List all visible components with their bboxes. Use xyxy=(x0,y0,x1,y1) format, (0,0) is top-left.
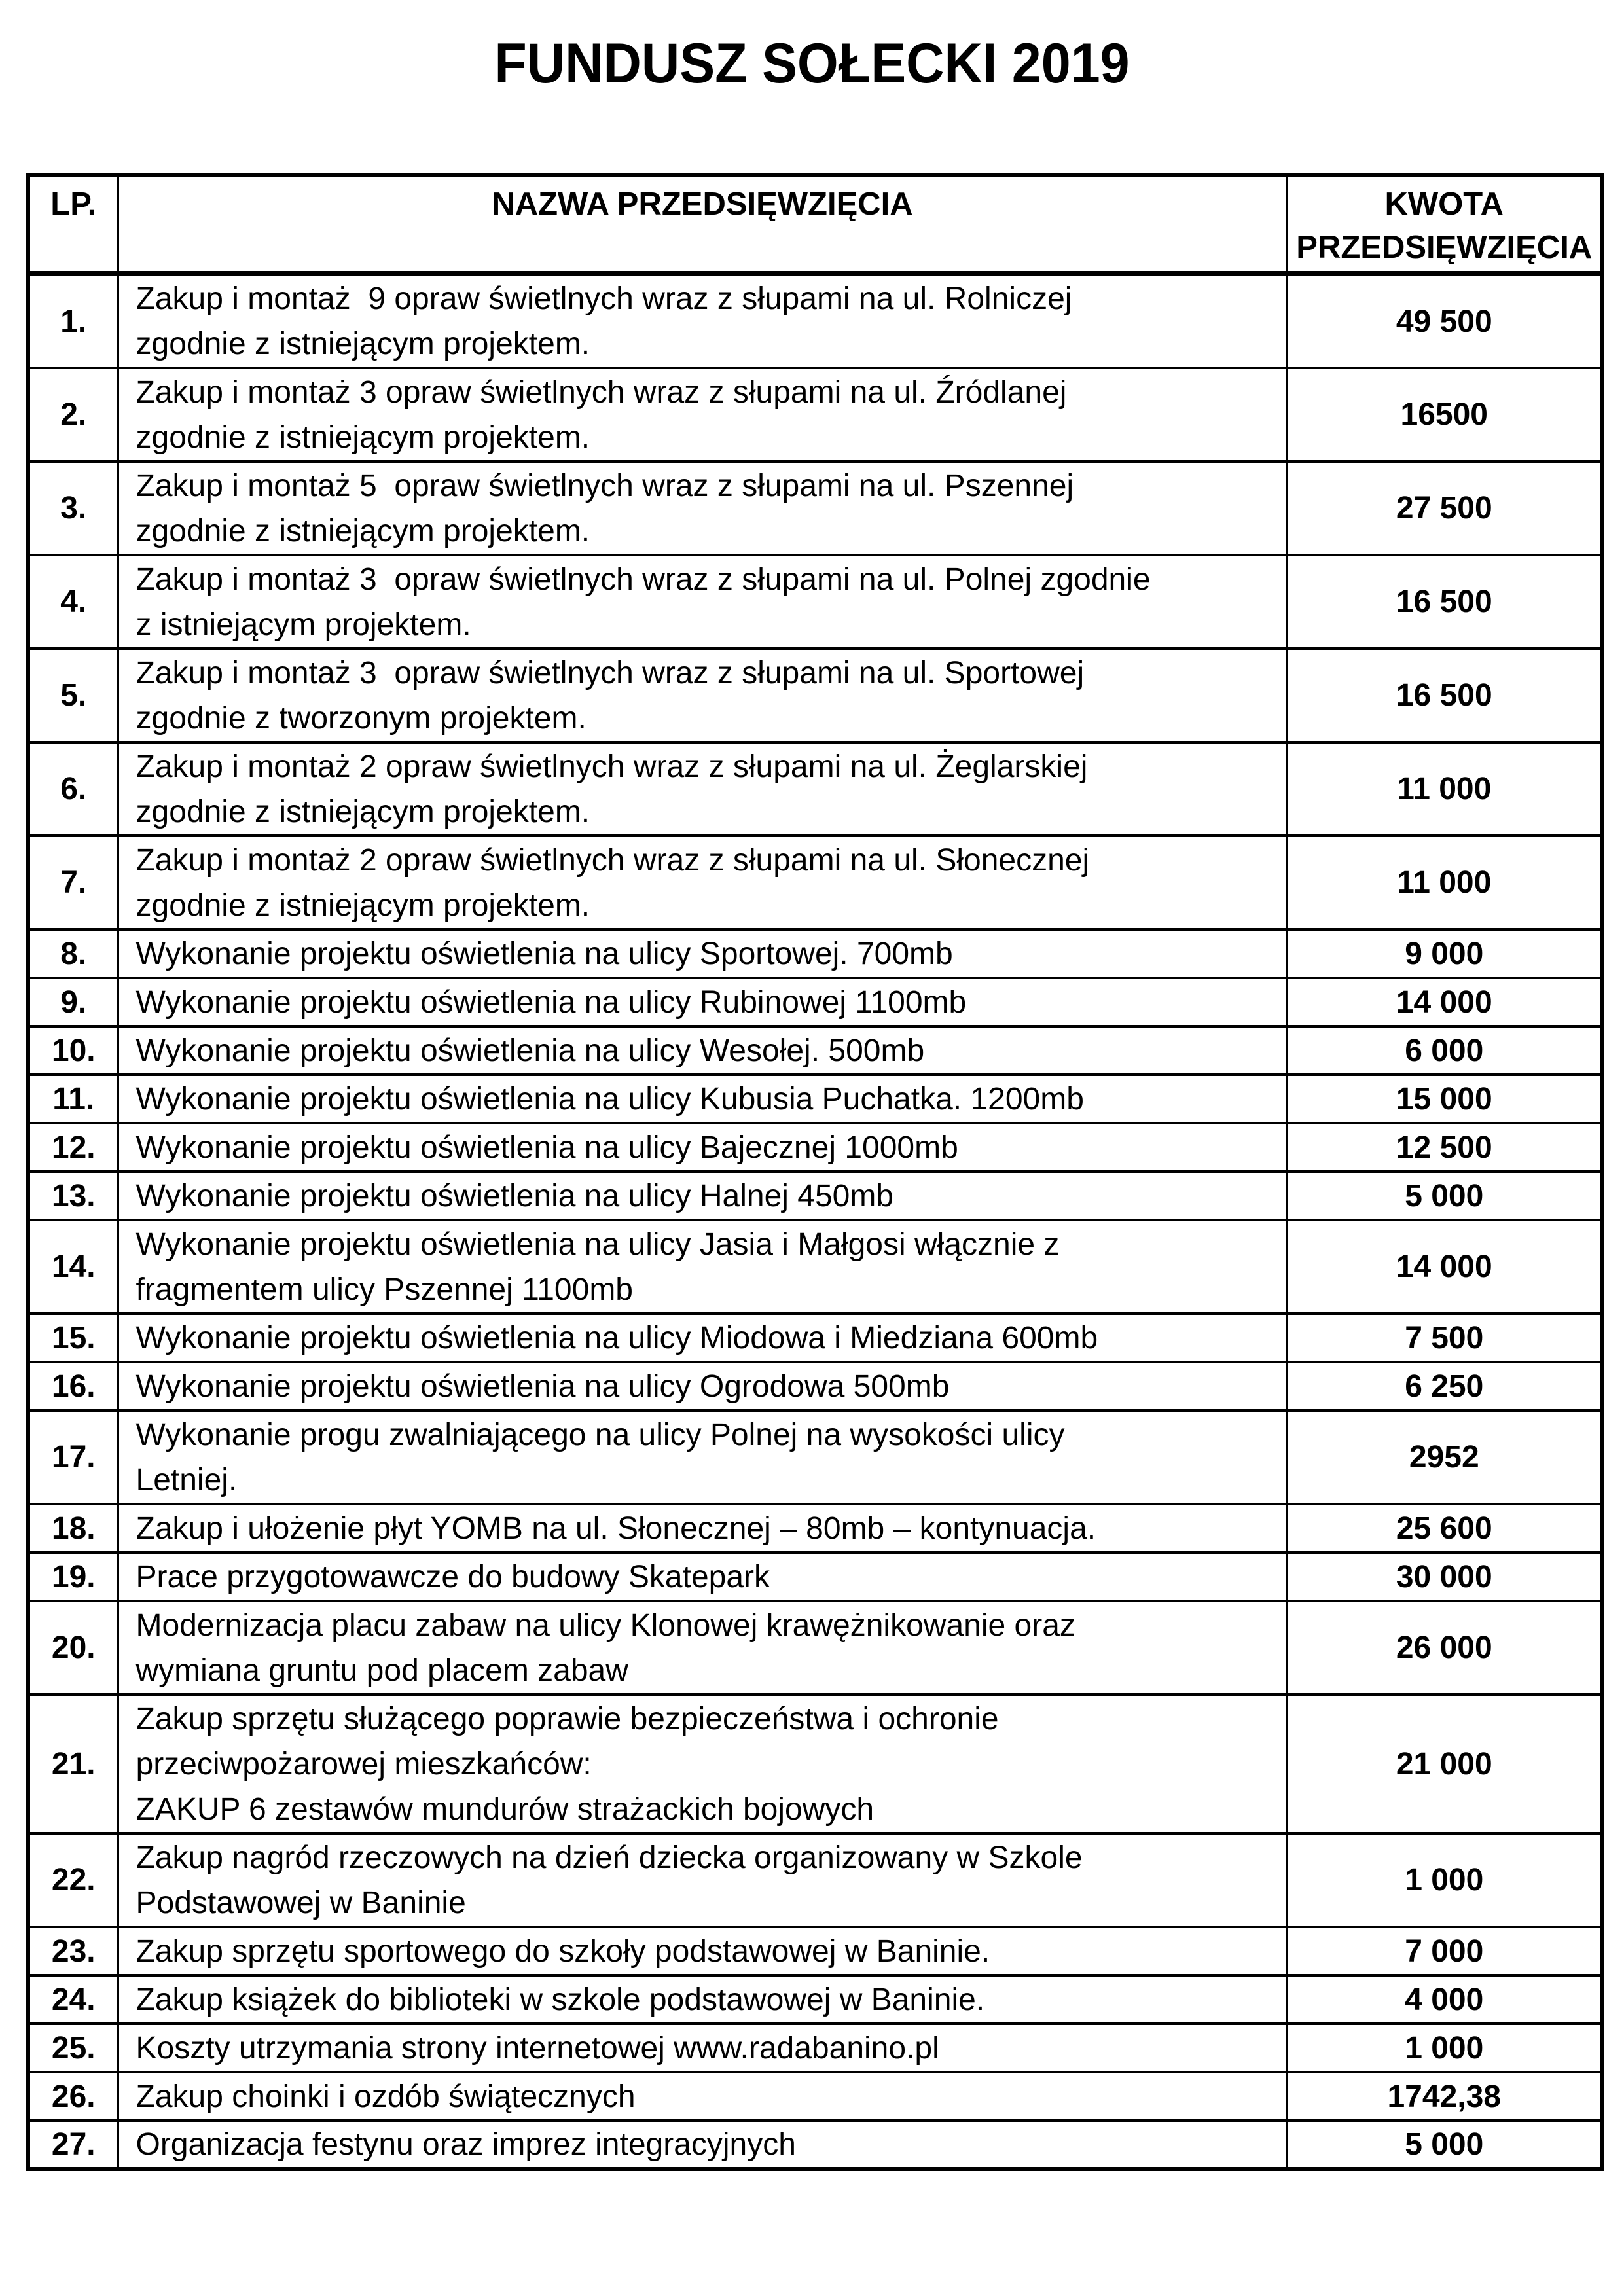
row-number-cell: 15. xyxy=(28,1314,118,1362)
table-row xyxy=(28,1410,1602,1504)
table-row xyxy=(28,555,1602,649)
row-name-cell xyxy=(118,1504,1287,1552)
row-amount-cell: 6 250 xyxy=(1287,1362,1602,1410)
row-amount-cell: 7 500 xyxy=(1287,1314,1602,1362)
row-number-cell: 12. xyxy=(28,1123,118,1172)
row-amount-cell: 4 000 xyxy=(1287,1975,1602,2024)
fund-table xyxy=(26,173,1604,2171)
name-line: Wykonanie projektu oświetlenia na ulicy Sportowej. 700mb xyxy=(135,936,953,971)
name-line: zgodnie z istniejącym projektem. xyxy=(135,513,590,548)
table-row xyxy=(28,1975,1602,2024)
name-line: Letniej. xyxy=(135,1462,238,1498)
row-amount-cell: 5 000 xyxy=(1287,2121,1602,2169)
row-amount-cell: 11 000 xyxy=(1287,742,1602,836)
name-line: Wykonanie projektu oświetlenia na ulicy Ogrodowa 500mb xyxy=(135,1369,950,1404)
table-row xyxy=(28,1123,1602,1172)
name-line: Wykonanie projektu oświetlenia na ulicy Bajecznej 1000mb xyxy=(135,1130,958,1165)
row-name-cell xyxy=(118,555,1287,649)
name-line: Wykonanie projektu oświetlenia na ulicy Wesołej. 500mb xyxy=(135,1033,925,1068)
row-amount-cell: 30 000 xyxy=(1287,1552,1602,1601)
name-line: Zakup i montaż 3 opraw świetlnych wraz z słupami na ul. Sportowej xyxy=(135,655,1085,691)
row-name-cell xyxy=(118,2024,1287,2072)
row-amount-cell: 1742,38 xyxy=(1287,2072,1602,2121)
name-line: Wykonanie progu zwalniającego na ulicy Polnej na wysokości ulicy xyxy=(135,1417,1065,1452)
table-row xyxy=(28,1075,1602,1123)
table-row xyxy=(28,1927,1602,1975)
row-name-cell xyxy=(118,1123,1287,1172)
name-line: Zakup i montaż 5 opraw świetlnych wraz z słupami na ul. Pszennej xyxy=(135,468,1074,503)
name-line: zgodnie z tworzonym projektem. xyxy=(135,700,586,736)
header-lp: LP. xyxy=(28,175,118,274)
row-number-cell: 20. xyxy=(28,1601,118,1695)
table-header-row xyxy=(28,175,1602,274)
name-line: zgodnie z istniejącym projektem. xyxy=(135,794,590,829)
name-line: Modernizacja placu zabaw na ulicy Klonowej krawężnikowanie oraz xyxy=(135,1607,1075,1643)
row-number-cell: 19. xyxy=(28,1552,118,1601)
row-name-cell xyxy=(118,1833,1287,1927)
table-row xyxy=(28,978,1602,1026)
row-amount-cell: 16500 xyxy=(1287,368,1602,461)
row-amount-cell: 26 000 xyxy=(1287,1601,1602,1695)
row-name-cell xyxy=(118,1601,1287,1695)
row-amount-cell: 1 000 xyxy=(1287,2024,1602,2072)
row-name-cell xyxy=(118,978,1287,1026)
row-name-cell xyxy=(118,1075,1287,1123)
name-line: Wykonanie projektu oświetlenia na ulicy Kubusia Puchatka. 1200mb xyxy=(135,1081,1084,1117)
table-row xyxy=(28,1362,1602,1410)
name-line: Prace przygotowawcze do budowy Skatepark xyxy=(135,1559,770,1594)
row-number-cell: 10. xyxy=(28,1026,118,1075)
name-line: wymiana gruntu pod placem zabaw xyxy=(135,1653,628,1688)
row-name-cell xyxy=(118,1695,1287,1833)
table-row xyxy=(28,836,1602,929)
row-number-cell: 18. xyxy=(28,1504,118,1552)
row-name-cell xyxy=(118,1220,1287,1314)
row-number-cell: 3. xyxy=(28,461,118,555)
name-line: Zakup książek do biblioteki w szkole podstawowej w Baninie. xyxy=(135,1982,985,2017)
table-row xyxy=(28,368,1602,461)
name-line: Wykonanie projektu oświetlenia na ulicy Halnej 450mb xyxy=(135,1178,894,1213)
table-row xyxy=(28,2121,1602,2169)
row-name-cell xyxy=(118,742,1287,836)
table-row xyxy=(28,1552,1602,1601)
row-number-cell: 8. xyxy=(28,929,118,978)
row-number-cell: 1. xyxy=(28,274,118,368)
row-number-cell: 13. xyxy=(28,1172,118,1220)
table-row xyxy=(28,2072,1602,2121)
name-line: zgodnie z istniejącym projektem. xyxy=(135,420,590,455)
table-row xyxy=(28,2024,1602,2072)
row-name-cell xyxy=(118,1927,1287,1975)
row-name-cell xyxy=(118,1172,1287,1220)
row-number-cell: 4. xyxy=(28,555,118,649)
table-row xyxy=(28,1833,1602,1927)
row-amount-cell: 14 000 xyxy=(1287,1220,1602,1314)
row-name-cell xyxy=(118,368,1287,461)
table-row xyxy=(28,1220,1602,1314)
row-amount-cell: 12 500 xyxy=(1287,1123,1602,1172)
table-row xyxy=(28,1026,1602,1075)
row-number-cell: 7. xyxy=(28,836,118,929)
name-line: Zakup sprzętu sportowego do szkoły podstawowej w Baninie. xyxy=(135,1933,990,1969)
table-row xyxy=(28,649,1602,742)
table-row xyxy=(28,274,1602,368)
row-name-cell xyxy=(118,274,1287,368)
row-number-cell: 24. xyxy=(28,1975,118,2024)
name-line: Zakup sprzętu służącego poprawie bezpieczeństwa i ochronie xyxy=(135,1701,999,1736)
name-line: Zakup i montaż 9 opraw świetlnych wraz z słupami na ul. Rolniczej xyxy=(135,281,1072,316)
row-number-cell: 25. xyxy=(28,2024,118,2072)
row-amount-cell: 27 500 xyxy=(1287,461,1602,555)
row-amount-cell: 21 000 xyxy=(1287,1695,1602,1833)
row-name-cell xyxy=(118,649,1287,742)
row-amount-cell: 16 500 xyxy=(1287,649,1602,742)
row-name-cell xyxy=(118,929,1287,978)
row-number-cell: 21. xyxy=(28,1695,118,1833)
name-line: Zakup i montaż 3 opraw świetlnych wraz z słupami na ul. Źródlanej xyxy=(135,374,1067,410)
header-name: NAZWA PRZEDSIĘWZIĘCIA xyxy=(118,175,1287,274)
row-amount-cell: 15 000 xyxy=(1287,1075,1602,1123)
table-row xyxy=(28,1695,1602,1833)
name-line: zgodnie z istniejącym projektem. xyxy=(135,327,590,361)
name-line: Podstawowej w Baninie xyxy=(135,1885,466,1920)
name-line: ZAKUP 6 zestawów mundurów strażackich bojowych xyxy=(135,1791,875,1827)
row-number-cell: 2. xyxy=(28,368,118,461)
row-number-cell: 23. xyxy=(28,1927,118,1975)
row-name-cell xyxy=(118,1552,1287,1601)
row-name-cell xyxy=(118,1362,1287,1410)
row-number-cell: 17. xyxy=(28,1410,118,1504)
table-row xyxy=(28,929,1602,978)
row-amount-cell: 2952 xyxy=(1287,1410,1602,1504)
row-name-cell xyxy=(118,2072,1287,2121)
row-amount-cell: 9 000 xyxy=(1287,929,1602,978)
name-line: fragmentem ulicy Pszennej 1100mb xyxy=(135,1272,633,1307)
table-row xyxy=(28,1601,1602,1695)
name-line: zgodnie z istniejącym projektem. xyxy=(135,888,590,923)
name-line: Zakup i montaż 3 opraw świetlnych wraz z słupami na ul. Polnej zgodnie xyxy=(135,562,1151,597)
row-number-cell: 11. xyxy=(28,1075,118,1123)
table-row xyxy=(28,742,1602,836)
row-number-cell: 6. xyxy=(28,742,118,836)
row-amount-cell: 25 600 xyxy=(1287,1504,1602,1552)
row-amount-cell: 16 500 xyxy=(1287,555,1602,649)
table-body xyxy=(28,274,1602,2169)
name-line: Zakup choinki i ozdób świątecznych xyxy=(135,2079,636,2114)
row-amount-cell: 49 500 xyxy=(1287,274,1602,368)
row-number-cell: 22. xyxy=(28,1833,118,1927)
row-name-cell xyxy=(118,461,1287,555)
row-name-cell xyxy=(118,836,1287,929)
header-amount-line1: KWOTA xyxy=(1384,187,1504,222)
header-amount xyxy=(1287,175,1602,274)
row-name-cell xyxy=(118,1410,1287,1504)
name-line: Koszty utrzymania strony internetowej www.radabanino.pl xyxy=(135,2030,939,2066)
table-row xyxy=(28,1504,1602,1552)
name-line: z istniejącym projektem. xyxy=(135,607,471,642)
row-number-cell: 9. xyxy=(28,978,118,1026)
row-number-cell: 16. xyxy=(28,1362,118,1410)
row-number-cell: 26. xyxy=(28,2072,118,2121)
table-row xyxy=(28,461,1602,555)
row-number-cell: 27. xyxy=(28,2121,118,2169)
header-amount-line2: PRZEDSIĘWZIĘCIA xyxy=(1296,230,1593,265)
name-line: Wykonanie projektu oświetlenia na ulicy Miodowa i Miedziana 600mb xyxy=(135,1320,1098,1355)
row-amount-cell: 1 000 xyxy=(1287,1833,1602,1927)
name-line: Organizacja festynu oraz imprez integracyjnych xyxy=(135,2127,796,2162)
document-title: FUNDUSZ SOŁECKI 2019 xyxy=(494,32,1130,95)
name-line: Wykonanie projektu oświetlenia na ulicy Rubinowej 1100mb xyxy=(135,984,967,1020)
row-name-cell xyxy=(118,1026,1287,1075)
name-line: Zakup i montaż 2 opraw świetlnych wraz z słupami na ul. Żeglarskiej xyxy=(135,749,1088,784)
name-line: Zakup nagród rzeczowych na dzień dziecka organizowany w Szkole xyxy=(135,1840,1083,1875)
row-amount-cell: 11 000 xyxy=(1287,836,1602,929)
row-name-cell xyxy=(118,2121,1287,2169)
name-line: przeciwpożarowej mieszkańców: xyxy=(135,1746,592,1782)
row-amount-cell: 6 000 xyxy=(1287,1026,1602,1075)
row-name-cell xyxy=(118,1975,1287,2024)
row-amount-cell: 5 000 xyxy=(1287,1172,1602,1220)
row-number-cell: 14. xyxy=(28,1220,118,1314)
row-number-cell: 5. xyxy=(28,649,118,742)
table-row xyxy=(28,1172,1602,1220)
row-name-cell xyxy=(118,1314,1287,1362)
name-line: Wykonanie projektu oświetlenia na ulicy Jasia i Małgosi włącznie z xyxy=(135,1227,1060,1262)
row-amount-cell: 14 000 xyxy=(1287,978,1602,1026)
name-line: Zakup i montaż 2 opraw świetlnych wraz z słupami na ul. Słonecznej xyxy=(135,842,1090,878)
row-amount-cell: 7 000 xyxy=(1287,1927,1602,1975)
table-row xyxy=(28,1314,1602,1362)
name-line: Zakup i ułożenie płyt YOMB na ul. Słonecznej – 80mb – kontynuacja. xyxy=(135,1511,1096,1546)
